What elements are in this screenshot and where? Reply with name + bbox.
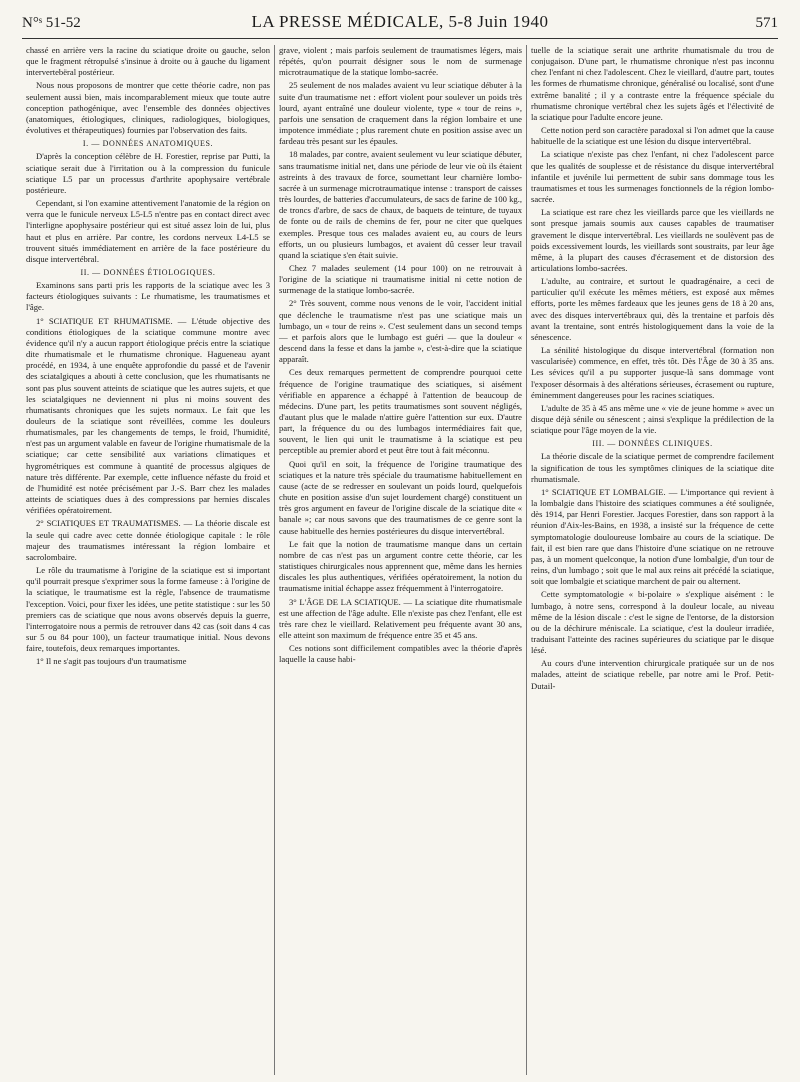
paragraph: Ces deux remarques permettent de comprendre pourquoi cette fréquence de l'origine traumatique des sciatiques, si aisément vérifiable en apparence a échappé à l'attention de beaucoup de médecins. D'une part, les petits traumatismes sont souvent négligés, d'autant plus que le malade n'attire guère l'attention sur eux. D'autre part, la fréquence du ou des lumbagos intermédiaires fait que, souvent, le lien qui unit le traumatisme à la sciatique est peu perceptible au premier abord et peut être tout à fait méconnu. xyxy=(279,367,522,456)
paragraph: 1° Il ne s'agit pas toujours d'un traumatisme xyxy=(36,656,187,667)
paragraph: 1° SCIATIQUE ET LOMBALGIE. — L'importance qui revient à la lombalgie dans l'histoire des sciatiques communes a été soulignée, dès 1914, par Henri Forestier. Jacques Forestier, dans son rapport à la réunion d'Aix-les-Bains, en 1938, a insisté sur la fréquence de cette symptomatologie douloureuse lombaire au cours de la sciatique. De fait, il est bien rare que dans l'histoire d'une sciatique on ne retrouve pas, à un moment quelconque, la notion d'une lombalgie, d'un tour de reins, d'un lumbago ; soit que le mal aux reins ait précédé la sciatique, soit que lombalgie et sciatique marchent de pair ou alternent. xyxy=(531,486,774,587)
paragraph: Cette notion perd son caractère paradoxal si l'on admet que la cause habituelle de la sciatique est une lésion du disque intervertébral. xyxy=(531,125,774,147)
paragraph: Quoi qu'il en soit, la fréquence de l'origine traumatique des sciatiques et la nature très spéciale du traumatisme habituellement en cause (acte de se redresser en soulevant un poids lourd, quelquefois chute en position assise d'un sujet lourdement chargé) constituent un très gros argument en faveur de l'origine discale de la sciatique dite « banale »; car nous savons que des traumatismes de ce genre sont la cause habituelle des hernies postérieures du disque intervertébral. xyxy=(279,458,522,536)
section-heading: II. — DONNÉES ÉTIOLOGIQUES. xyxy=(80,267,216,277)
paragraph: Le fait que la notion de traumatisme manque dans un certain nombre de cas n'est pas un argument contre cette théorie, car les statistiques chirurgicales nous apprennent que, même dans les hernies discales les plus authentiques, vérifiées opératoirement, la notion du traumatisme initial échappe assez fréquemment à l'interrogatoire. xyxy=(279,538,522,594)
paragraph: 25 seulement de nos malades avaient vu leur sciatique débuter à la suite d'un traumatisme net : effort violent pour soulever un poids très lourd, ayant entraîné une douleur violente, type « tour de reins », parfois une sensation de craquement dans la région lombaire et une impotence immédiate ; plus rarement chute en position assise avec un fardeau très pesant sur les épaules. xyxy=(279,80,522,147)
paragraph: La sciatique est rare chez les vieillards parce que les vieillards ne sont presque jamais soumis aux causes capables de traumatiser gravement le disque intervertébral. Les vieillards ne soulèvent pas de poids excessivement lourds, les vieillards sont soustraits, par leur âge même, à la plupart des causes d'écrasement et de distorsion des articulations lombo-sacrées. xyxy=(531,207,774,273)
paragraph: La sciatique n'existe pas chez l'enfant, ni chez l'adolescent parce que les qualités de souplesse et de résistance du disque intervertébral infantile et juvénile lui permettent de subir sans dommage tous les traumatismes et tous les surmenages fonctionnels de la région lombo-sacrée. xyxy=(531,149,774,205)
paragraph: La théorie discale de la sciatique permet de comprendre facilement la signification de tous les symptômes cliniques de la sciatique dite rhumatismale. xyxy=(531,451,774,484)
paragraph: L'adulte de 35 à 45 ans même une « vie de jeune homme » avec un disque déjà sénile ou sénescent ; ainsi s'explique la prédilection de la sciatique pour l'âge moyen de la vie. xyxy=(531,402,774,436)
paragraph: 2° SCIATIQUES ET TRAUMATISMES. — La théorie discale est la seule qui cadre avec cette donnée étiologique capitale : le rôle majeur des traumatismes intéressant la région lombaire et sacrolombaire. xyxy=(26,518,270,562)
paragraph: 18 malades, par contre, avaient seulement vu leur sciatique débuter, sans traumatisme initial net, dans une période de leur vie où ils étaient astreints à des travaux de force, soumettant leur charnière lombo-sacrée à un surmenage microtraumatique intense : transport de caisses très lourdes, de batteries d'accumulateurs, de sacs de farine de 100 kg., de troncs d'arbre, de sacs de chaux, de baquets de teinture, de tuyaux de fonte ou de rails de chemins de fer, pour ne citer que quelques exemples. Presque tous ces malades avaient eu, au cours de leurs efforts, un ou plusieurs lumbagos, et avaient dû cesser leur travail quand la sciatique s'en était suivie. xyxy=(279,149,522,260)
paragraph: tuelle de la sciatique serait une arthrite rhumatismale du trou de conjugaison. D'une part, le rhumatisme chronique n'est pas inconnu chez l'enfant ni chez l'adolescent. Chez le vieillard, d'autre part, toutes les formes de rhumatisme chronique, généralisé ou localisé, sont d'une extrême banalité ; il y a contraste entre la fréquence spéciale du rhumatisme chronique vertébral chez les sujets âgés et l'électivité de la sciatique pour l'adulte encore jeune. xyxy=(531,45,774,122)
paragraph: L'adulte, au contraire, et surtout le quadragénaire, a ceci de particulier qu'il exécute les mêmes métiers, est exposé aux mêmes efforts, porte les mêmes fardeaux que les jeunes gens de 18 à 20 ans, avec des disques intervertébraux qui, dès la trentaine et parfois dès avant la trentaine, sont entrés histologiquement dans la voie de la sénescence. xyxy=(531,276,774,342)
paragraph: Cette symptomatologie « bi-polaire » s'explique aisément : le lumbago, à notre sens, correspond à la douleur locale, au niveau même de la lésion discale : c'est le signe de l'entorse, de la distorsion ou de la déchirure méniscale. La sciatique, c'est la douleur irradiée, traduisant l'atteinte des racines supérieures du sciatique par le disque lésé. xyxy=(531,589,774,656)
paragraph: Examinons sans parti pris les rapports de la sciatique avec les 3 facteurs étiologiques suivants : Le rhumatisme, les traumatismes et l'âge. xyxy=(26,280,270,313)
paragraph: Chez 7 malades seulement (14 pour 100) on ne retrouvait à l'origine de la sciatique ni traumatisme initial ni cette notion de surmenage de la statique lombo-sacrée. xyxy=(279,262,522,296)
paragraph: chassé en arrière vers la racine du sciatique droite ou gauche, selon que le fragment rétropulsé s'insinue à droite ou à gauche du ligament intervertebëral postérieur. xyxy=(26,45,270,78)
column-3 xyxy=(526,45,778,1075)
paragraph: Ces notions sont difficilement compatibles avec la théorie d'après laquelle la cause habi- xyxy=(279,643,522,665)
paragraph: 1° SCIATIQUE ET RHUMATISME. — L'étude objective des conditions étiologiques de la sciatique commune montre avec évidence qu'il n'y a aucun rapport étiologique précis entre la sciatique dite rhumatismale et le rhumatisme chronique. Hagueneau ayant procédé, en 1934, à une enquête approfondie du passé et de l'avenir des sciatalgiques a abouti à cette conclusion, que les rhumatisants ne sont pas plus souvent atteints de sciatique que les autres sujets, et que les sciatalgiques ne deviennent ni plus ni moins souvent des rhumatisants chroniques que les sujets normaux. Le fait que les douleurs de la sciatique sont réveillées, comme les douleurs rhumatismales, par les changements de temps, le froid, l'humidité, n'est pas un argument valable en faveur de l'origine rhumatismale de la sciatique; car cette sensibilité aux variations climatiques et hygrométriques est commune à quantité de processus algiques de nature très différente. Par exemple, cette influence néfaste du froid et de l'humidité est notée précisément par J.-S. Barr chez les malades atteints de sciatiques dues à des compressions par hernies discales vérifiées opératoirement. xyxy=(26,315,270,516)
paragraph: grave, violent ; mais parfois seulement de traumatismes légers, mais répétés, qu'on pourrait désigner sous le nom de surmenage microtraumatique de la statique lombo-sacrée. xyxy=(279,45,522,78)
section-heading: III. — DONNÉES CLINIQUES. xyxy=(592,439,713,449)
paragraph: Au cours d'une intervention chirurgicale pratiquée sur un de nos malades, atteint de sciatique rebelle, par notre ami le Prof. Petit-Dutail- xyxy=(531,658,774,691)
issue-number: N°ˢ 51-52 xyxy=(22,15,81,31)
text-columns xyxy=(22,45,778,1075)
paragraph: 2° Très souvent, comme nous venons de le voir, l'accident initial que déclenche le traumatisme n'est pas une sciatique mais un lumbago, un « tour de reins ». C'est seulement dans un second temps — et parfois alors que le lumbago est guéri — que la douleur « descend dans la fesse et dans la jambe », c'est-à-dire que la sciatique apparaît. xyxy=(279,298,522,365)
paragraph: La sénilité histologique du disque intervertébral (formation non vascularisée) commence, en effet, très tôt. Dès l'Âge de 30 à 35 ans. Les sévices qu'il a pu supporter jusque-là sans dommage vont l'exposer désormais à des altérations sérieuses, écrasement ou rupture, éminemment dangereuses pour les racines sciatiques. xyxy=(531,345,774,400)
page-number: 571 xyxy=(755,15,778,31)
page-header xyxy=(22,12,778,39)
column-1 xyxy=(22,45,274,1075)
section-heading: I. — DONNÉES ANATOMIQUES. xyxy=(82,139,214,149)
paragraph: Le rôle du traumatisme à l'origine de la sciatique est si important qu'il pourrait presque s'exprimer sous la forme fameuse : à l'origine de la sciatique, le traumatisme est la règle, l'absence de traumatisme l'exception. Voici, pour fixer les idées, une petite statistique : sur les 50 premiers cas de sciatique que nous avons observés depuis la guerre, l'interrogatoire nous a permis de retrouver dans 42 cas (soit dans 4 cas sur 5 ou 84 pour 100), un facteur traumatique initial. Nous devons faire, toutefois, deux remarques importantes. xyxy=(26,565,270,654)
paragraph: Nous nous proposons de montrer que cette théorie cadre, non pas seulement aussi bien, mais incomparablement mieux que toute autre conception pathogénique, avec l'ensemble des données objectives (anatomiques, étiologiques, cliniques, radiologiques, biologiques, évolutives et thérapeutiques) fournies par l'observation des faits. xyxy=(26,80,270,136)
column-2 xyxy=(274,45,526,1075)
paragraph: Cependant, si l'on examine attentivement l'anatomie de la région on verra que le funicule nerveux L5-L5 n'entre pas en contact direct avec l'interligne apophysaire postérieur qui est situé assez loin de lui, plus haut et plus en arrière. Par contre, les cordons nerveux L4-L5 se trouvent situés immédiatement en arrière de la face postérieure du disque intervertébral. xyxy=(26,198,270,264)
paragraph: D'après la conception célèbre de H. Forestier, reprise par Putti, la sciatique serait due à l'irritation ou à la compression du funicule sciatique L5 par un processus d'arthrite apophysaire vertébrale postérieure. xyxy=(26,151,270,195)
journal-title: LA PRESSE MÉDICALE, 5-8 Juin 1940 xyxy=(251,12,549,31)
paragraph: 3° L'ÂGE DE LA SCIATIQUE. — La sciatique dite rhumatismale est une affection de l'âge adulte. Elle n'existe pas chez l'enfant, elle est très rare chez le vieillard. Relativement peu fréquente avant 30 ans, elle atteint son maximum de fréquence entre 35 et 45 ans. xyxy=(279,596,522,640)
